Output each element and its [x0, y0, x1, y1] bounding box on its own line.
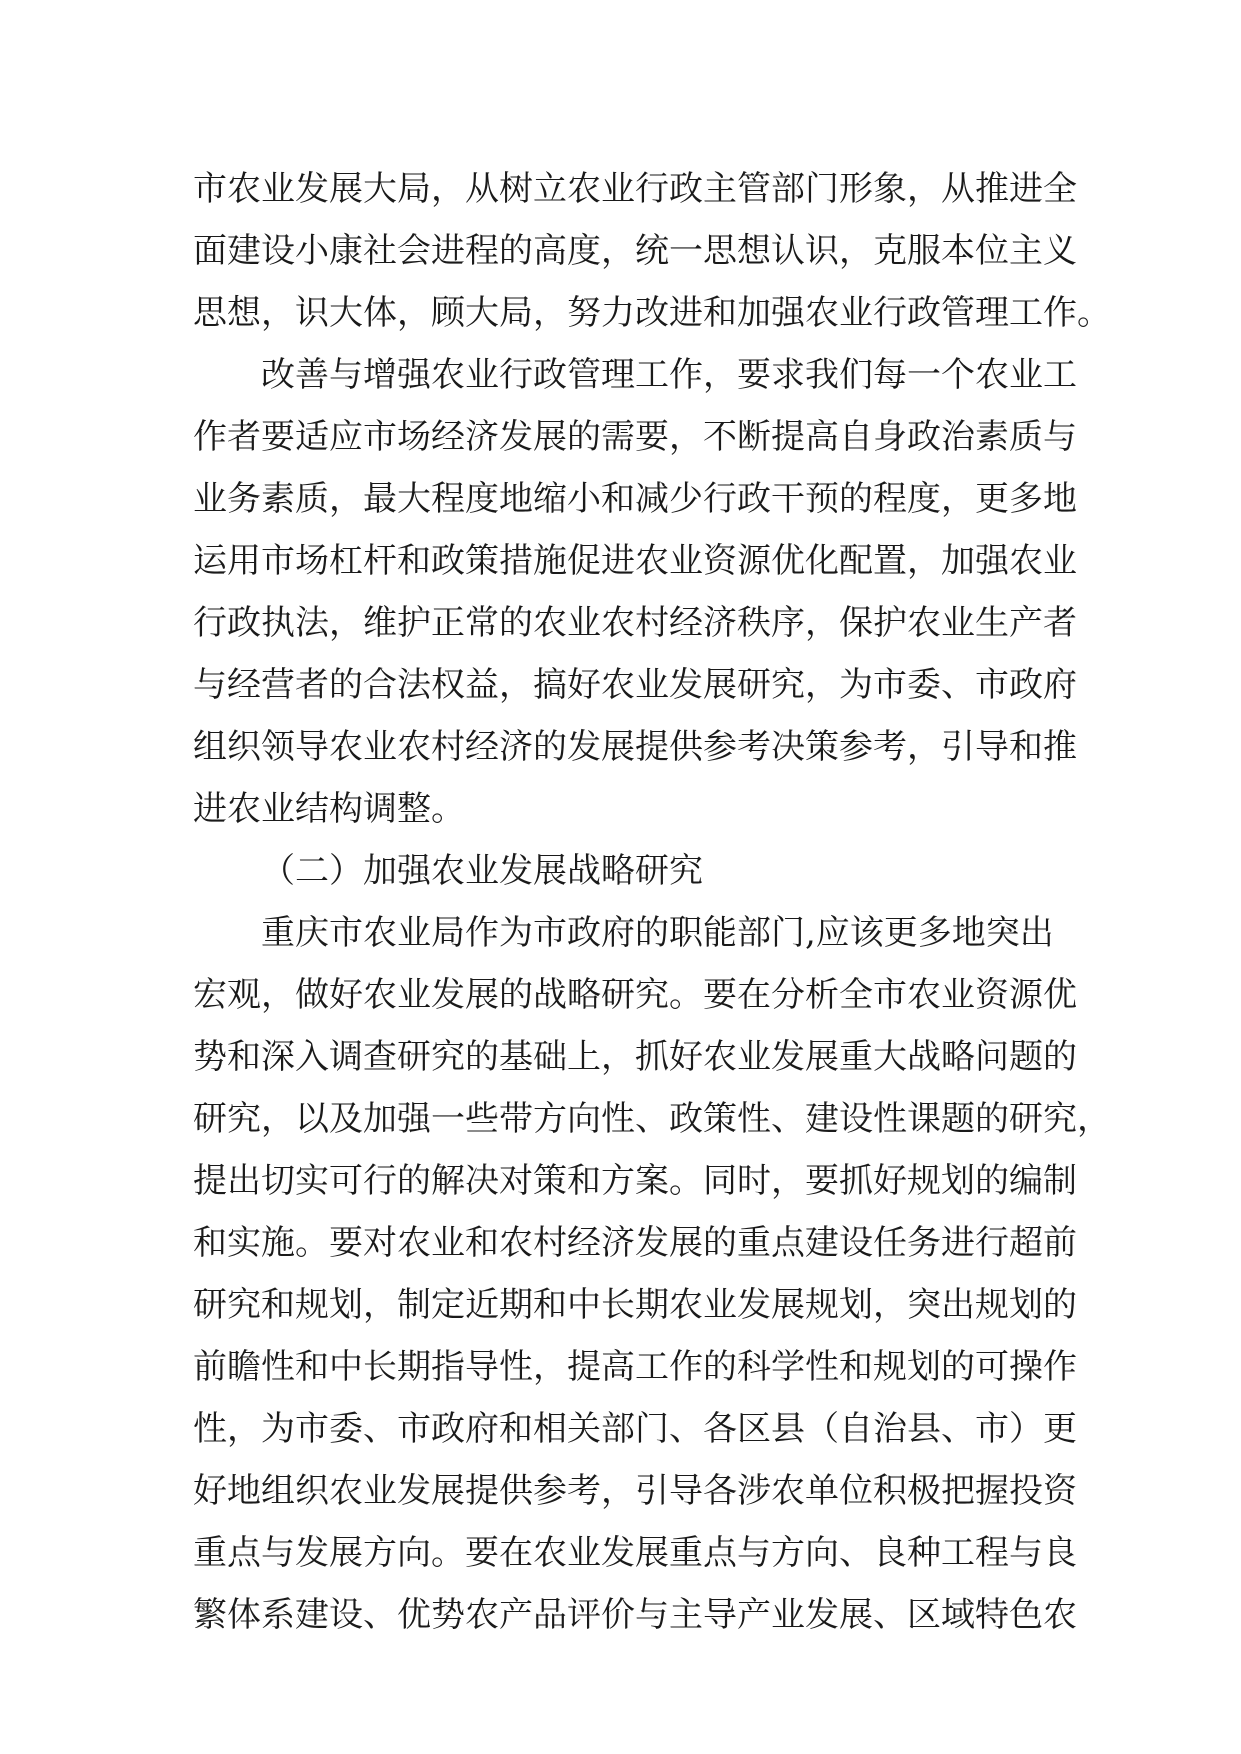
text-line: 性，为市委、市政府和相关部门、各区县（自治县、市）更 — [193, 1409, 1077, 1449]
text-line: 势和深入调查研究的基础上，抓好农业发展重大战略问题的 — [193, 1037, 1077, 1077]
text-line: 面建设小康社会进程的高度，统一思想认识，克服本位主义 — [193, 231, 1077, 271]
text-line: 运用市场杠杆和政策措施促进农业资源优化配置，加强农业 — [193, 541, 1077, 581]
paragraph-first-line: 改善与增强农业行政管理工作，要求我们每一个农业工 — [261, 355, 1077, 395]
text-line: 好地组织农业发展提供参考，引导各涉农单位积极把握投资 — [193, 1471, 1077, 1511]
text-line: 重点与发展方向。要在农业发展重点与方向、良种工程与良 — [193, 1533, 1077, 1573]
text-line: 市农业发展大局，从树立农业行政主管部门形象，从推进全 — [193, 169, 1077, 209]
paragraph-first-line: 重庆市农业局作为市政府的职能部门,应该更多地突出 — [261, 913, 1054, 953]
text-line: 和实施。要对农业和农村经济发展的重点建设任务进行超前 — [193, 1223, 1077, 1263]
text-line: 作者要适应市场经济发展的需要，不断提高自身政治素质与 — [193, 417, 1077, 457]
text-line: 前瞻性和中长期指导性，提高工作的科学性和规划的可操作 — [193, 1347, 1077, 1387]
text-line: 研究，以及加强一些带方向性、政策性、建设性课题的研究， — [193, 1099, 1111, 1139]
text-line: 繁体系建设、优势农产品评价与主导产业发展、区域特色农 — [193, 1595, 1077, 1635]
text-line: 研究和规划，制定近期和中长期农业发展规划，突出规划的 — [193, 1285, 1077, 1325]
text-line: 提出切实可行的解决对策和方案。同时，要抓好规划的编制 — [193, 1161, 1077, 1201]
text-line: 宏观，做好农业发展的战略研究。要在分析全市农业资源优 — [193, 975, 1077, 1015]
text-line: 与经营者的合法权益，搞好农业发展研究，为市委、市政府 — [193, 665, 1077, 705]
section-heading: （二）加强农业发展战略研究 — [261, 851, 703, 891]
document-body — [193, 158, 1111, 1646]
text-line: 思想，识大体，顾大局，努力改进和加强农业行政管理工作。 — [193, 293, 1111, 333]
text-line: 业务素质，最大程度地缩小和减少行政干预的程度，更多地 — [193, 479, 1077, 519]
text-line: 组织领导农业农村经济的发展提供参考决策参考，引导和推 — [193, 727, 1077, 767]
text-line: 行政执法，维护正常的农业农村经济秩序，保护农业生产者 — [193, 603, 1077, 643]
text-line: 进农业结构调整。 — [193, 789, 465, 829]
